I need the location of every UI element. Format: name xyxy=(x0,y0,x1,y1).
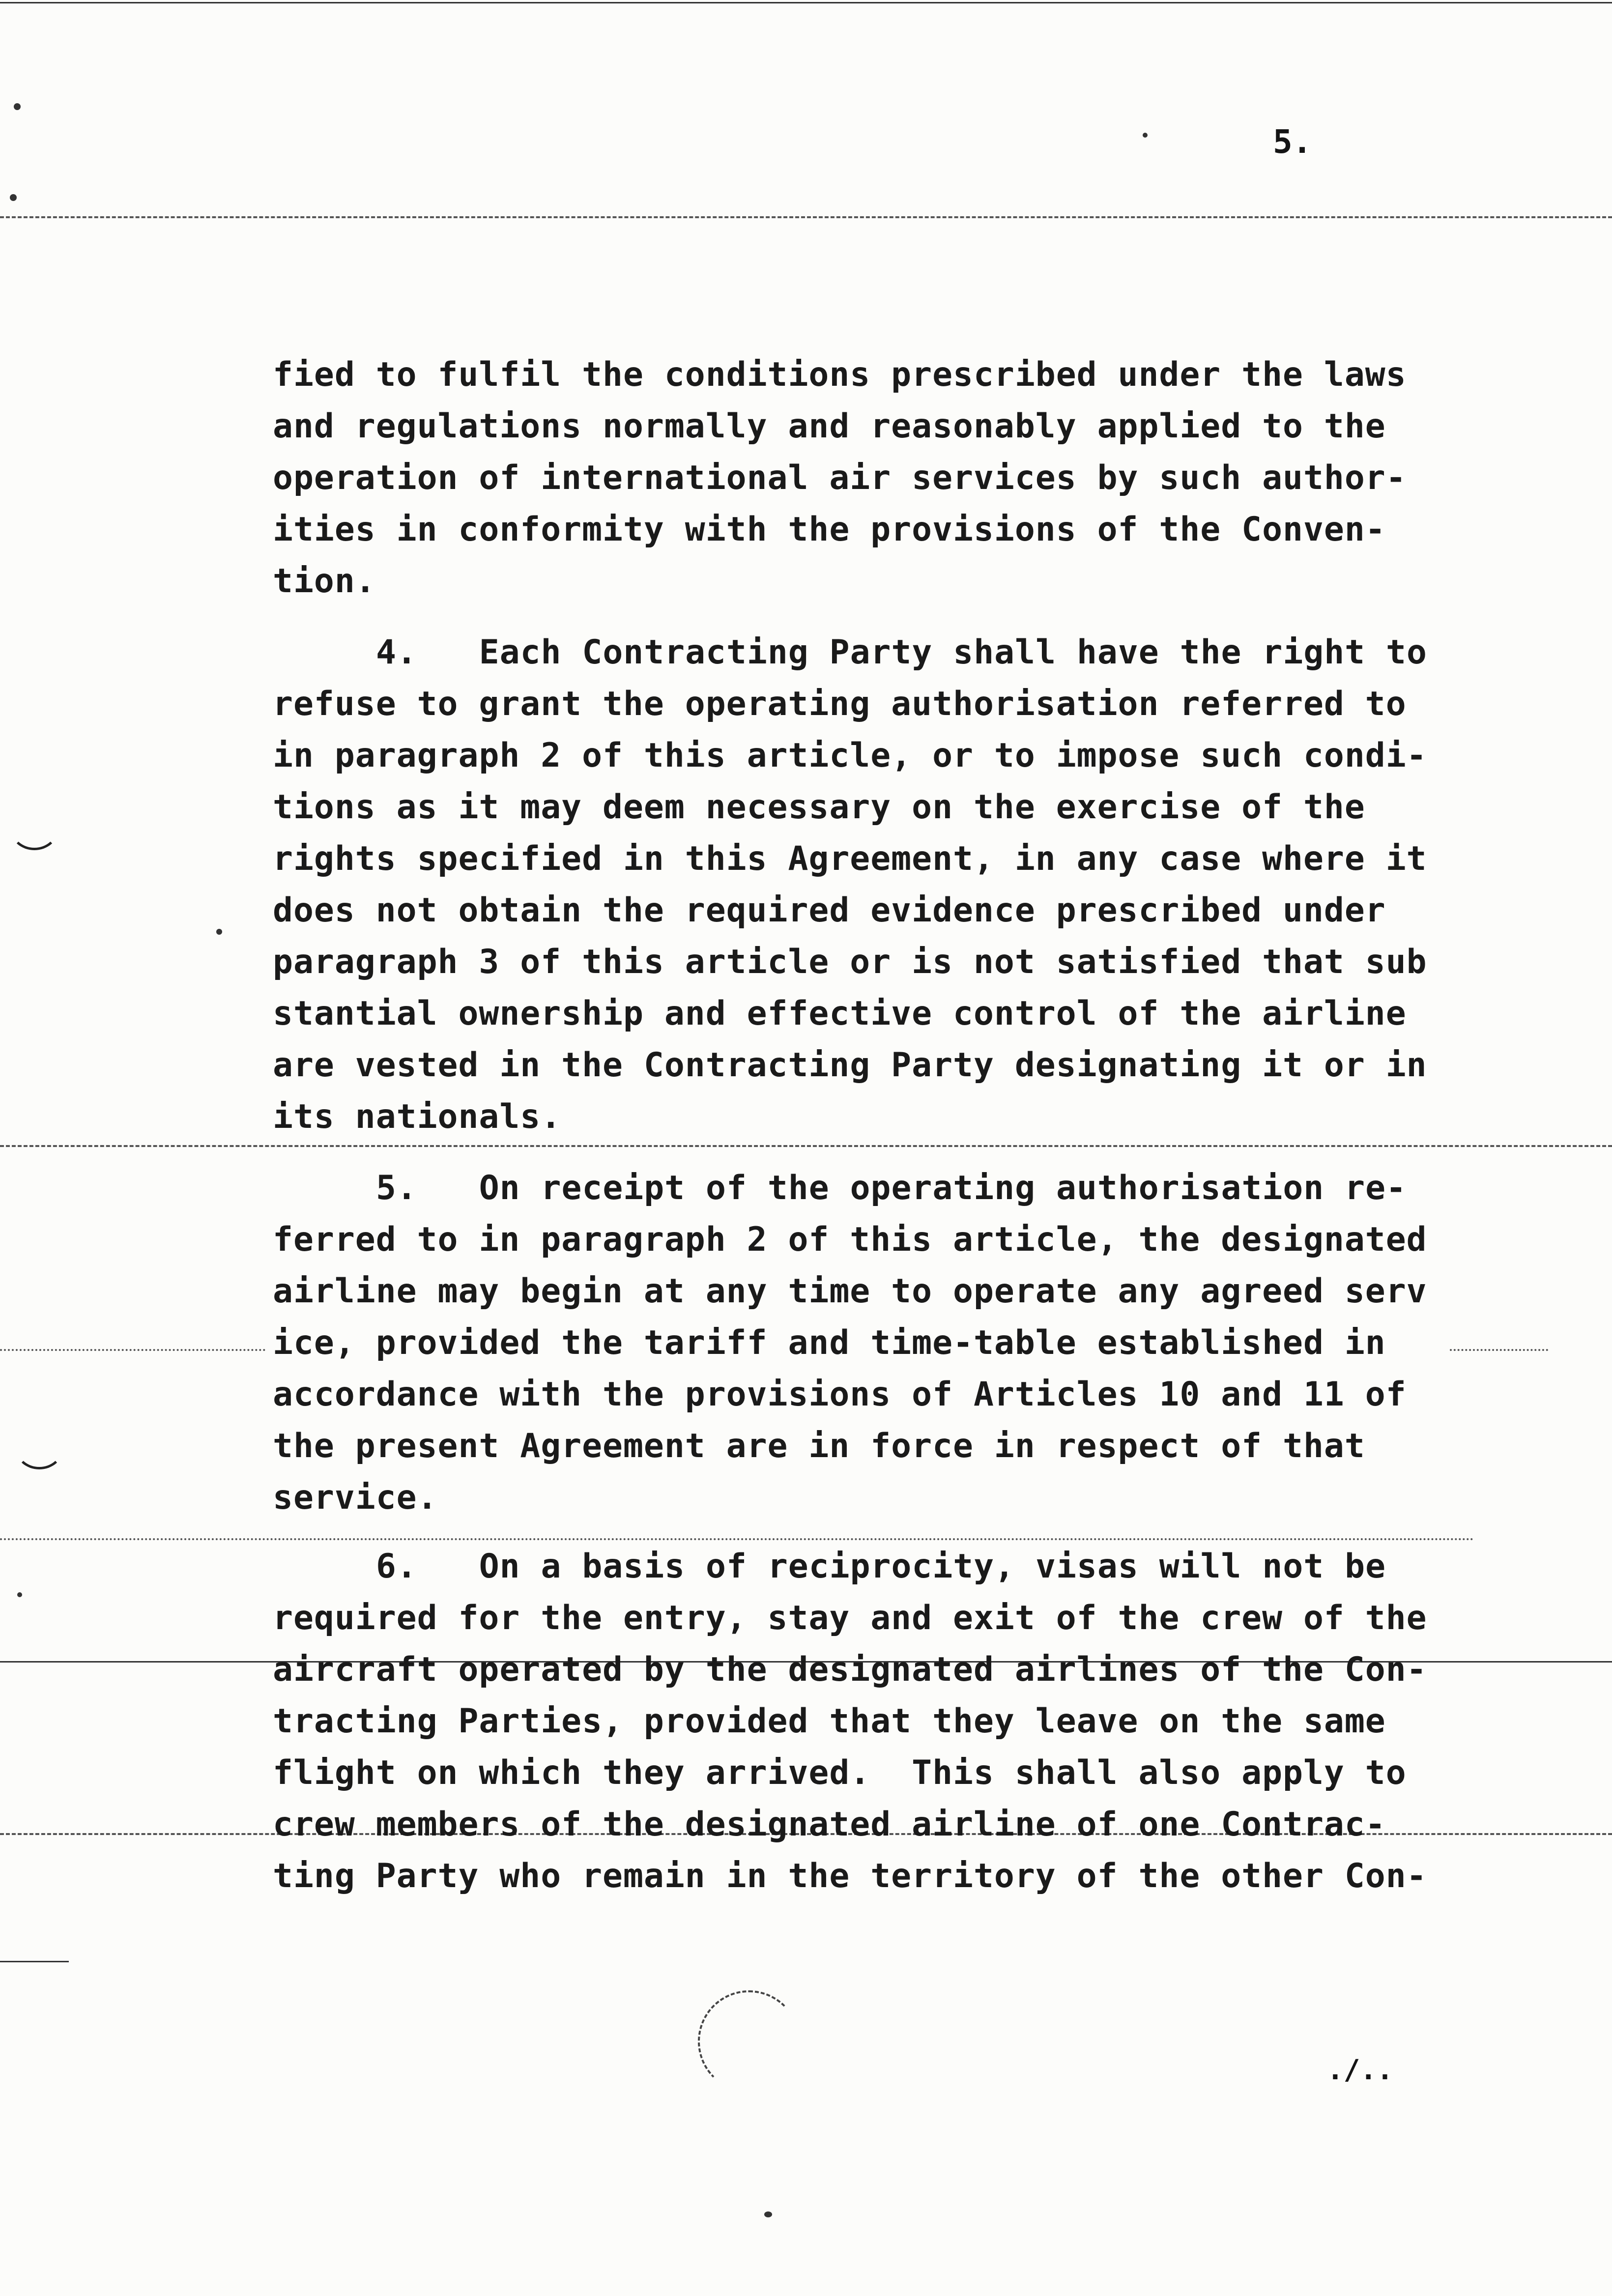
paragraph-6 xyxy=(273,1541,1442,1902)
text-line: airline may begin at any time to operate any agreed serv xyxy=(273,1272,1427,1311)
text-line: 5. On receipt of the operating authorisation re- xyxy=(376,1169,1407,1207)
text-line: ferred to in paragraph 2 of this article, the designated xyxy=(273,1220,1427,1259)
mid-dashed-rule-2 xyxy=(0,1538,1474,1540)
stamp-mark xyxy=(698,1990,800,2093)
mid-dashed-rule-1 xyxy=(0,1145,1612,1147)
text-line: aircraft operated by the designated airlines of the Con- xyxy=(273,1650,1427,1689)
text-line: tions as it may deem necessary on the exercise of the xyxy=(273,788,1365,827)
text-line: ice, provided the tariff and time-table established in xyxy=(273,1323,1386,1362)
text-line: does not obtain the required evidence prescribed under xyxy=(273,891,1386,930)
text-line: rights specified in this Agreement, in any case where it xyxy=(273,839,1427,878)
text-line: ting Party who remain in the territory of the other Con- xyxy=(273,1857,1427,1895)
text-line: crew members of the designated airline of one Contrac- xyxy=(273,1805,1386,1844)
continuation-mark: ./.. xyxy=(1327,2054,1393,2086)
paragraph-5 xyxy=(273,1162,1442,1523)
speck xyxy=(764,2211,772,2217)
speck xyxy=(1143,133,1148,138)
paragraph-continuation xyxy=(273,349,1442,607)
text-line: paragraph 3 of this article or is not satisfied that sub xyxy=(273,943,1427,981)
text-line: required for the entry, stay and exit of the crew of the xyxy=(273,1599,1427,1637)
text-line: ities in conformity with the provisions of the Conven- xyxy=(273,510,1386,549)
page-number: 5. xyxy=(1273,123,1312,161)
speck xyxy=(216,929,222,935)
side-dashed-rule-right xyxy=(1450,1349,1548,1351)
speck xyxy=(10,194,17,201)
speck xyxy=(17,1592,22,1597)
text-line: tion. xyxy=(273,562,376,601)
text-line: stantial ownership and effective control of the airline xyxy=(273,994,1407,1033)
text-line: service. xyxy=(273,1478,438,1517)
text-line: and regulations normally and reasonably applied to the xyxy=(273,407,1386,446)
text-line: 6. On a basis of reciprocity, visas will not be xyxy=(376,1547,1386,1586)
text-line: its nationals. xyxy=(273,1097,562,1136)
text-line: tracting Parties, provided that they leave on the same xyxy=(273,1702,1386,1741)
side-dashed-rule xyxy=(0,1349,265,1351)
text-line: the present Agreement are in force in respect of that xyxy=(273,1427,1365,1465)
text-line: in paragraph 2 of this article, or to impose such condi- xyxy=(273,736,1427,775)
text-line: fied to fulfil the conditions prescribed under the laws xyxy=(273,355,1407,394)
text-line: are vested in the Contracting Party designating it or in xyxy=(273,1046,1427,1085)
text-line: operation of international air services by such author- xyxy=(273,459,1407,497)
text-line: accordance with the provisions of Articles 10 and 11 of xyxy=(273,1375,1407,1414)
top-dashed-rule xyxy=(0,216,1612,218)
margin-mark xyxy=(15,1425,64,1469)
text-line: refuse to grant the operating authorisation referred to xyxy=(273,685,1407,723)
left-stub-rule xyxy=(0,1961,69,1962)
top-edge-rule xyxy=(0,2,1612,3)
text-line: flight on which they arrived. This shall also apply to xyxy=(273,1753,1407,1792)
speck xyxy=(14,103,21,110)
margin-mark xyxy=(10,806,59,850)
text-line: 4. Each Contracting Party shall have the right to xyxy=(376,633,1427,672)
paragraph-4 xyxy=(273,627,1442,1143)
